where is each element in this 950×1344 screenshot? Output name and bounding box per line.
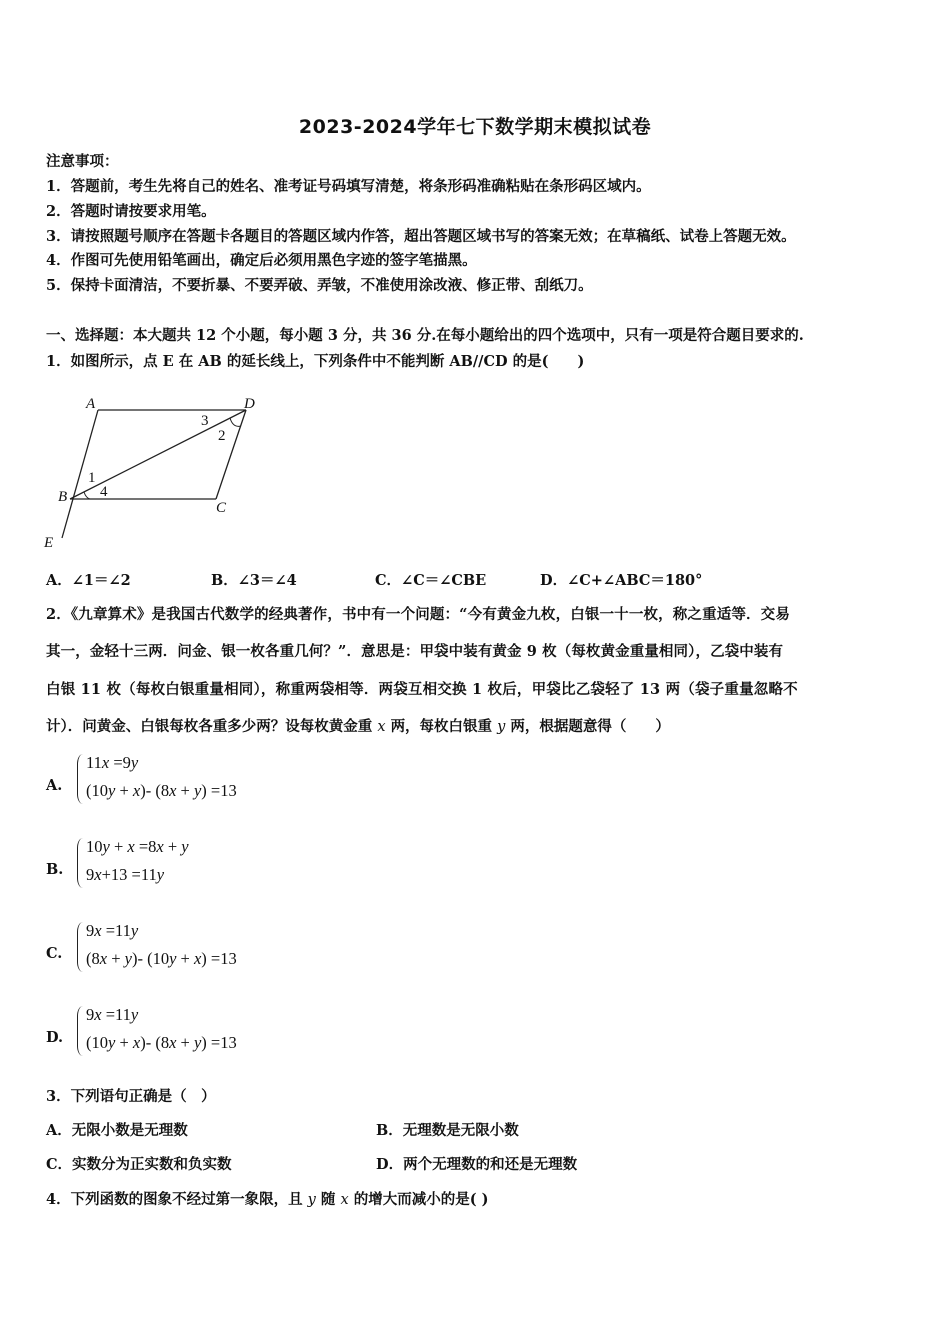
q4-var-x: x [340,1192,349,1208]
q1-option-b[interactable]: B．∠3＝∠4 [211,572,297,589]
label-c: C [216,500,227,516]
angle-arc-d [230,418,241,426]
notice-item-2: 2．答题时请按要求用笔。 [46,203,216,220]
q2-line-4 [46,717,670,737]
q2-option-b-eq1: 10y + x =8x + y [86,837,189,856]
q2-line-4-c: 两，根据题意得（ ） [510,718,670,735]
q2-option-b-brace [77,838,84,888]
q1-figure [40,388,280,558]
q1-option-a[interactable]: A．∠1＝∠2 [46,572,131,589]
label-e: E [44,535,54,551]
q2-option-b-eq2: 9x+13 =11y [86,865,165,884]
label-d: D [244,396,255,412]
q3-option-a[interactable]: A．无限小数是无理数 [46,1122,188,1139]
section-heading: 一、选择题：本大题共 12 个小题，每小题 3 分，共 36 分.在每小题给出的四个选项中，只有一项是符合题目要求的. [46,327,804,344]
label-angle-3: 3 [201,413,209,429]
label-angle-4: 4 [100,484,108,500]
notice-item-3: 3．请按照题号顺序在答题卡各题目的答题区域内作答，超出答题区域书写的答案无效；在草稿纸、试卷上答题无效。 [46,228,796,245]
q3-option-d[interactable]: D．两个无理数的和还是无理数 [376,1156,578,1173]
q2-line-3: 白银 11 枚（每枚白银重量相同），称重两袋相等．两袋互相交换 1 枚后，甲袋比乙袋轻了 13 两（袋子重量忽略不 [46,681,798,698]
label-b: B [58,489,68,505]
q2-line-4-b: 两，每枚白银重 [390,718,493,735]
q2-option-a-eq1: 11x =9y [86,753,139,772]
q4-stem-b: 随 [320,1191,336,1208]
q2-option-c-label[interactable]: C. [46,945,63,962]
q2-option-c-eq1: 9x =11y [86,921,139,940]
exam-title: 2023-2024学年七下数学期末模拟试卷 [298,116,652,138]
notice-heading: 注意事项： [46,153,119,170]
q2-option-d-label[interactable]: D. [46,1029,64,1046]
label-angle-2: 2 [218,428,226,444]
q2-line-1: 2．《九章算术》是我国古代数学的经典著作，书中有一个问题：“今有黄金九枚，白银一十一枚，称之重适等．交易 [46,606,790,623]
label-a: A [86,396,96,412]
q2-option-a-label[interactable]: A. [46,777,63,794]
q2-option-d-eq2: (10y + x)- (8x + y) =13 [86,1033,237,1052]
q3-stem: 3．下列语句正确是（ ） [46,1088,216,1105]
q2-line-4-a: 计）．问黄金、白银每枚各重多少两？设每枚黄金重 [46,718,373,735]
q4-stem [46,1190,489,1210]
q2-option-b-label[interactable]: B. [46,861,64,878]
notice-item-5: 5．保持卡面清洁，不要折暴、不要弄破、弄皱，不准使用涂改液、修正带、刮纸刀。 [46,277,593,294]
segment-bd [70,410,246,499]
q3-option-b[interactable]: B．无理数是无限小数 [376,1122,519,1139]
q3-option-c[interactable]: C．实数分为正实数和负实数 [46,1156,232,1173]
q2-var-x: x [377,719,386,735]
q2-var-y: y [497,719,506,735]
q2-line-2: 其一，金轻十三两．问金、银一枚各重几何？”．意思是：甲袋中装有黄金 9 枚（每枚黄金重量相同），乙袋中装有 [46,643,784,660]
q4-stem-c: 的增大而减小的是( ) [353,1191,489,1208]
q4-var-y: y [307,1192,316,1208]
q4-stem-a: 4．下列函数的图象不经过第一象限，且 [46,1191,303,1208]
q1-stem: 1．如图所示，点 E 在 AB 的延长线上，下列条件中不能判断 AB//CD 的是( ) [46,353,585,370]
q1-option-c[interactable]: C．∠C＝∠CBE [375,572,487,589]
q1-option-d[interactable]: D．∠C+∠ABC＝180° [540,572,703,589]
q2-option-d-brace [77,1006,84,1056]
q2-option-a-eq2: (10y + x)- (8x + y) =13 [86,781,237,800]
angle-arc-b [84,492,90,499]
notice-item-4: 4．作图可先使用铅笔画出，确定后必须用黑色字迹的签字笔描黑。 [46,252,477,269]
q2-option-a-brace [77,754,84,804]
q2-option-c-brace [77,922,84,972]
label-angle-1: 1 [88,470,96,486]
q2-option-c-eq2: (8x + y)- (10y + x) =13 [86,949,237,968]
notice-item-1: 1．答题前，考生先将自己的姓名、准考证号码填写清楚，将条形码准确粘贴在条形码区域内。 [46,178,651,195]
q2-option-d-eq1: 9x =11y [86,1005,139,1024]
